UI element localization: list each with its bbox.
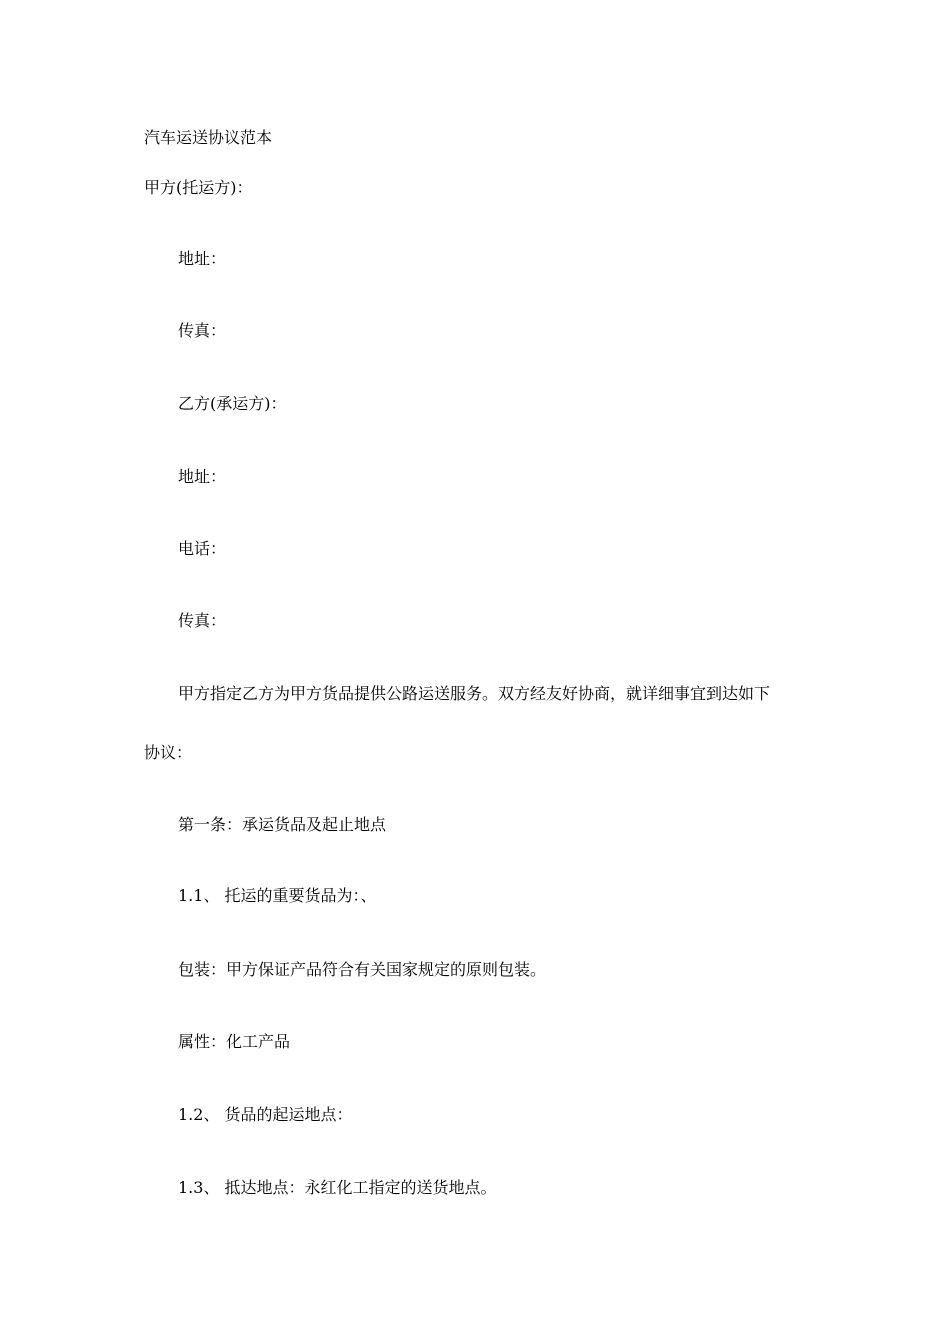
packaging-clause: 包装：甲方保证产品符合有关国家规定的原则包装。	[178, 960, 547, 979]
party-b-address: 地址：	[178, 467, 227, 486]
party-a-fax: 传真：	[178, 321, 227, 340]
attribute-clause: 属性：化工产品	[178, 1032, 291, 1051]
party-b-fax: 传真：	[178, 611, 227, 630]
document-title: 汽车运送协议范本	[144, 128, 273, 147]
clause-1-1: 1.1、 托运的重要货品为：、	[178, 886, 377, 905]
intro-paragraph-line-2: 协议：	[144, 743, 193, 762]
clause-1-2: 1.2、 货品的起运地点：	[178, 1105, 353, 1124]
party-b-phone: 电话：	[178, 539, 227, 558]
party-b-label: 乙方(承运方)：	[178, 394, 287, 413]
article-1-heading: 第一条：承运货品及起止地点	[178, 815, 387, 834]
clause-1-3: 1.3、 抵达地点：永红化工指定的送货地点。	[178, 1178, 497, 1197]
party-a-label: 甲方(托运方)：	[144, 178, 253, 197]
party-a-address: 地址：	[178, 249, 227, 268]
intro-paragraph-line-1: 甲方指定乙方为甲方货品提供公路运送服务。双方经友好协商，就详细事宜到达如下	[178, 684, 771, 703]
